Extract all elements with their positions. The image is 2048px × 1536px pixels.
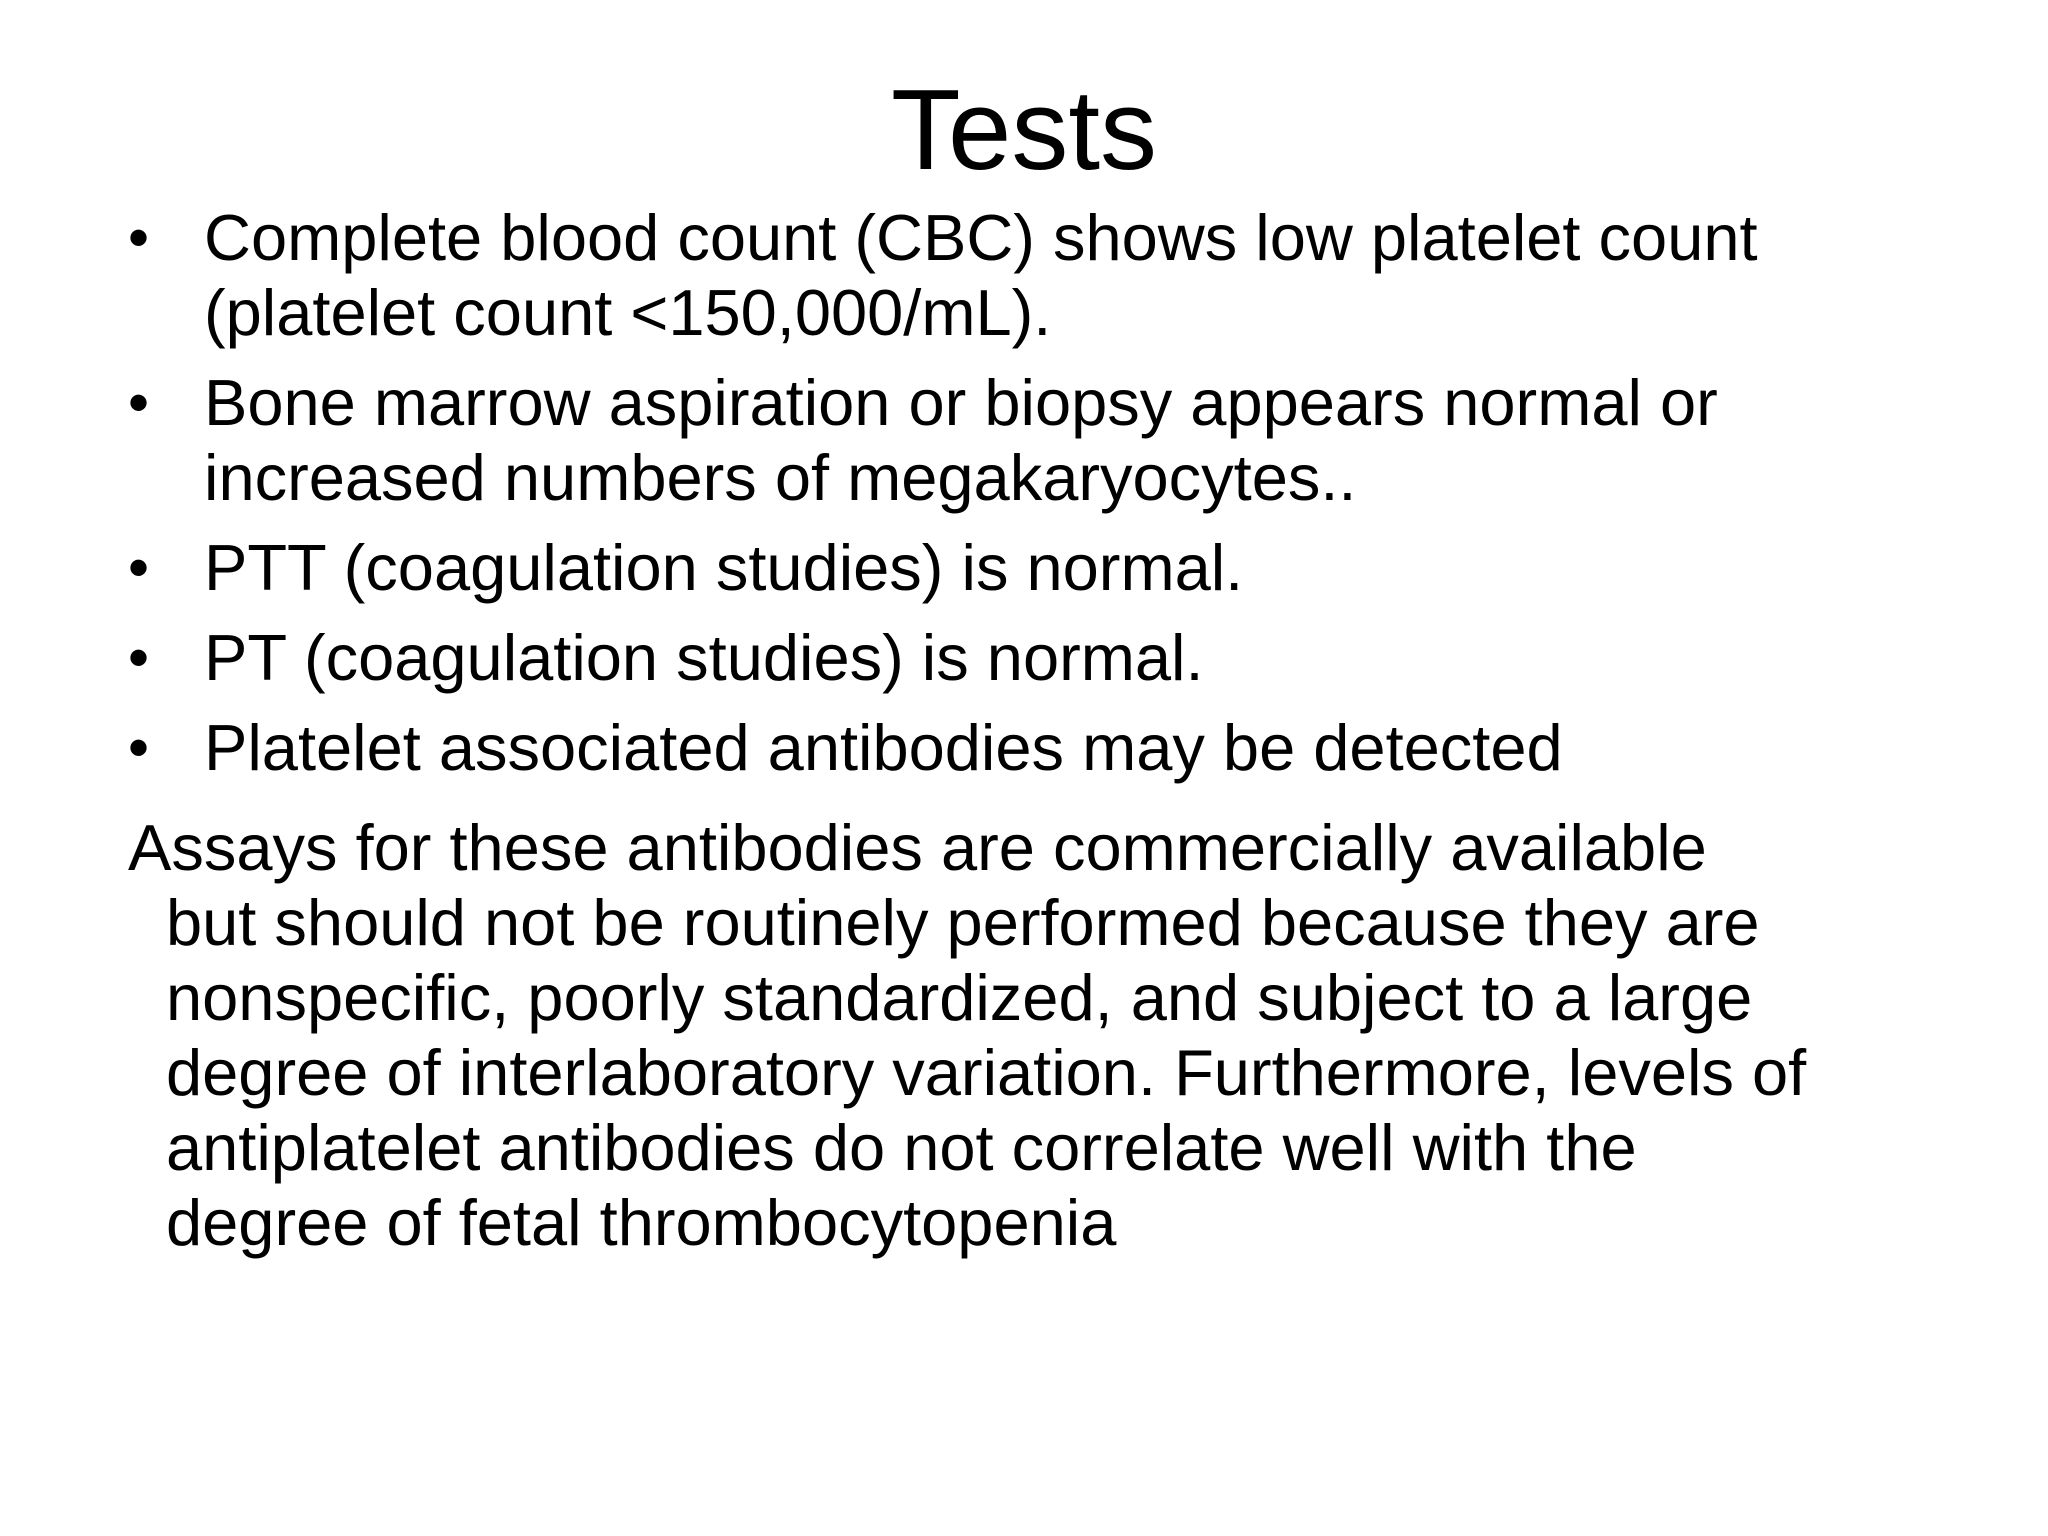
bullet-list — [128, 200, 1988, 800]
bullet-text-line: Platelet associated antibodies may be detected — [204, 711, 1563, 784]
slide-title: Tests — [890, 67, 1158, 194]
bullet-text-line: Complete blood count (CBC) shows low platelet count — [204, 201, 1758, 274]
bullet-item-antibodies — [128, 710, 1988, 785]
assay-note-paragraph — [128, 810, 1996, 1260]
bullet-text-line: Bone marrow aspiration or biopsy appears normal or — [204, 366, 1718, 439]
note-line: Assays for these antibodies are commercially available — [128, 811, 1707, 884]
bullet-icon: • — [128, 204, 150, 271]
bullet-icon: • — [128, 369, 150, 436]
note-line: but should not be routinely performed because they are — [166, 886, 1760, 959]
note-line: antiplatelet antibodies do not correlate well with the — [166, 1111, 1637, 1184]
note-line: nonspecific, poorly standardized, and subject to a large — [166, 961, 1753, 1034]
bullet-item-ptt — [128, 530, 1988, 605]
bullet-text-line: PT (coagulation studies) is normal. — [204, 621, 1204, 694]
bullet-icon: • — [128, 624, 150, 691]
note-line: degree of interlaboratory variation. Furthermore, levels of — [166, 1036, 1807, 1109]
bullet-item-cbc — [128, 200, 1988, 350]
bullet-text-line: PTT (coagulation studies) is normal. — [204, 531, 1244, 604]
bullet-text-line: (platelet count <150,000/mL). — [204, 276, 1052, 349]
bullet-icon: • — [128, 714, 150, 781]
bullet-text-line: increased numbers of megakaryocytes.. — [204, 441, 1357, 514]
bullet-icon: • — [128, 534, 150, 601]
bullet-item-pt — [128, 620, 1988, 695]
bullet-item-bone-marrow — [128, 365, 1988, 515]
note-line: degree of fetal thrombocytopenia — [166, 1186, 1117, 1259]
